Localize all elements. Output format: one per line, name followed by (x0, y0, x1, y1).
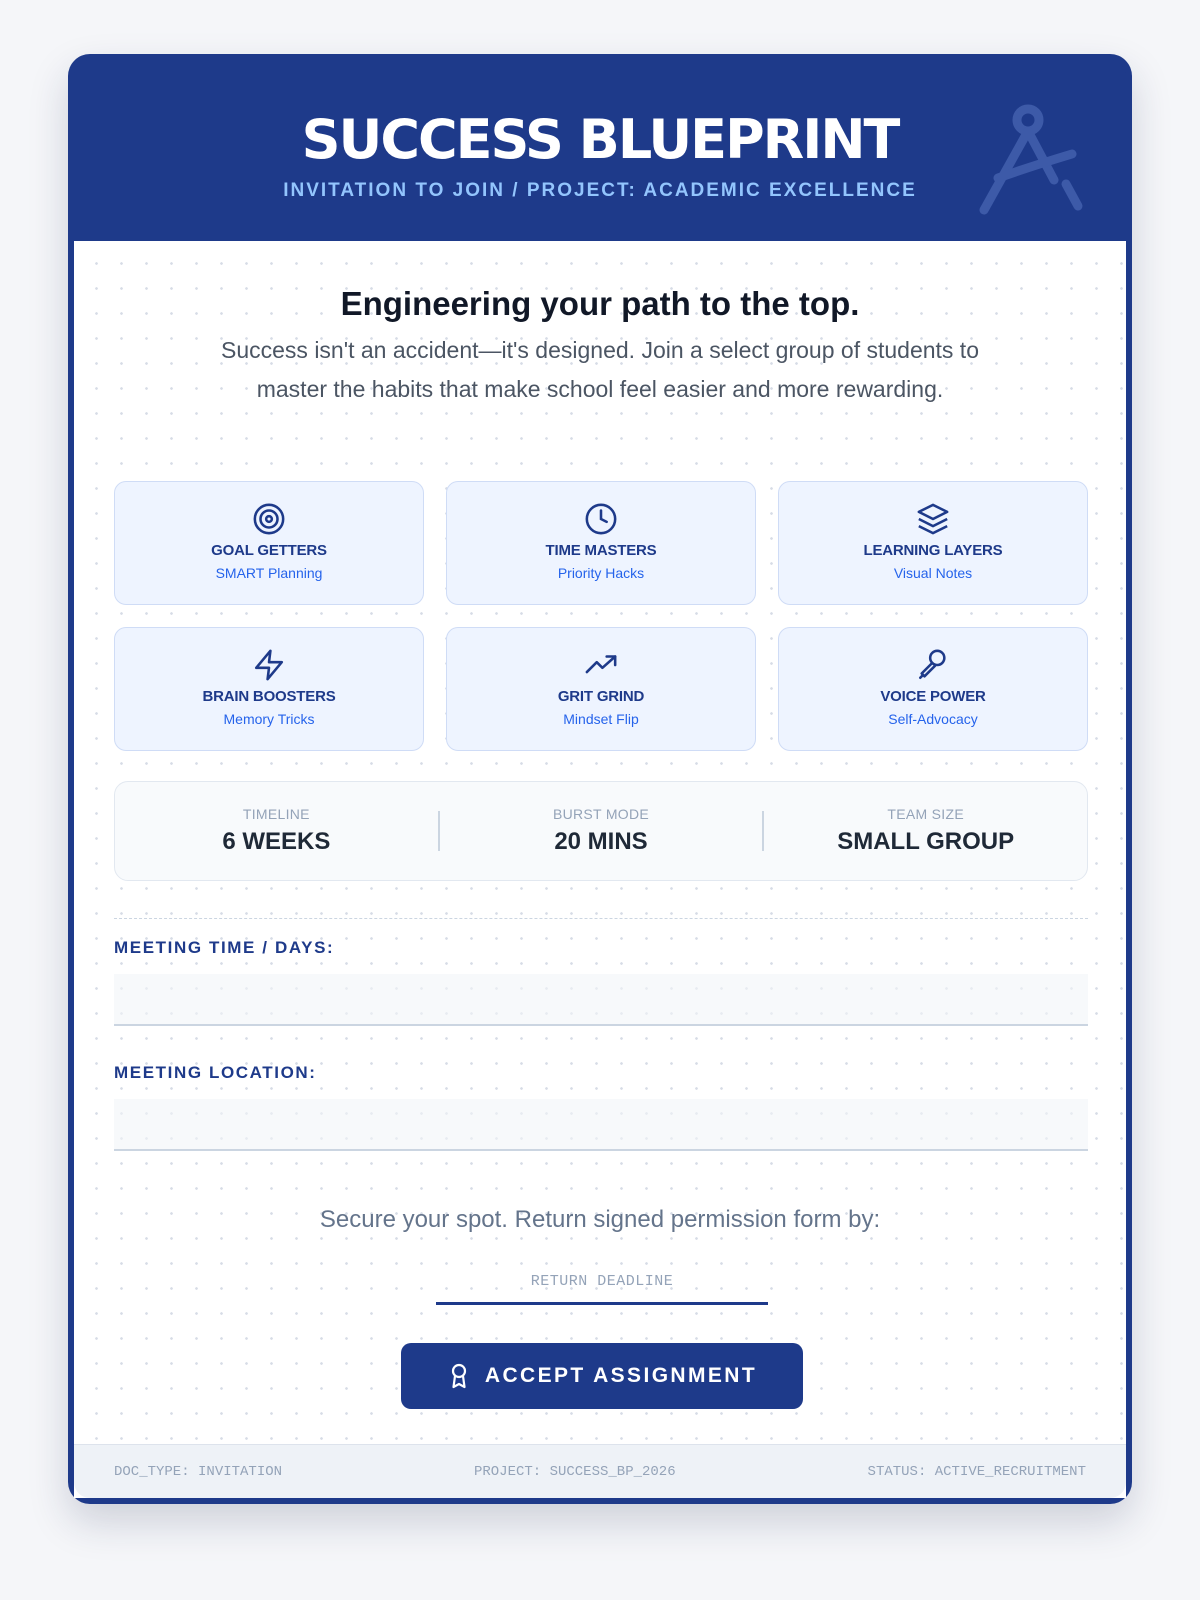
stat-team-size (764, 806, 1087, 856)
skill-card-goal-getters (114, 481, 424, 605)
accept-assignment-label: ACCEPT ASSIGNMENT (484, 1364, 758, 1387)
accept-assignment-button[interactable] (401, 1343, 803, 1409)
footer-project: PROJECT: SUCCESS_BP_2026 (473, 1463, 676, 1480)
skill-name: LEARNING LAYERS (863, 542, 1003, 559)
skill-subtitle: Priority Hacks (557, 565, 645, 581)
skill-name: GRIT GRIND (557, 688, 645, 705)
skill-name: VOICE POWER (880, 688, 986, 705)
compass-icon (970, 100, 1090, 220)
skill-name: TIME MASTERS (545, 542, 657, 559)
skill-subtitle: Self-Advocacy (888, 711, 978, 727)
lightning-icon (252, 648, 286, 682)
stat-label: TEAM SIZE (887, 806, 964, 822)
skill-card-voice-power (778, 627, 1088, 751)
footer-bar (74, 1444, 1126, 1498)
microphone-icon (916, 648, 950, 682)
page-subtitle: INVITATION TO JOIN / PROJECT: ACADEMIC EXCELLENCE (283, 180, 917, 201)
skill-name: GOAL GETTERS (211, 542, 327, 559)
skill-subtitle: Memory Tricks (223, 711, 315, 727)
invitation-card (68, 54, 1132, 1504)
intro-text: Success isn't an accident—it's designed. Join a select group of students to master the habits that make school feel easier and more rewarding. (221, 337, 979, 402)
skill-card-time-masters (446, 481, 756, 605)
trending-up-icon (584, 648, 618, 682)
meeting-time-label: MEETING TIME / DAYS: (114, 938, 335, 957)
footer-doc-type: DOC_TYPE: INVITATION (114, 1463, 283, 1480)
award-icon (447, 1363, 471, 1389)
skill-subtitle: Mindset Flip (563, 711, 639, 727)
intro-heading: Engineering your path to the top. (340, 285, 860, 322)
section-divider (114, 918, 1088, 919)
layers-icon (916, 502, 950, 536)
skill-card-grit-grind (446, 627, 756, 751)
footer-status: STATUS: ACTIVE_RECRUITMENT (867, 1463, 1086, 1480)
skill-card-learning-layers (778, 481, 1088, 605)
stat-timeline (115, 806, 438, 856)
header-banner (74, 60, 1126, 241)
skill-card-brain-boosters (114, 627, 424, 751)
meeting-location-input[interactable] (114, 1099, 1088, 1151)
skills-grid (114, 481, 1088, 751)
stat-label: BURST MODE (552, 806, 650, 822)
skill-subtitle: Visual Notes (893, 565, 973, 581)
meeting-time-input[interactable] (114, 974, 1088, 1026)
return-deadline-input[interactable] (436, 1261, 768, 1305)
stat-label: TIMELINE (242, 806, 310, 822)
invitation-body (74, 241, 1126, 1498)
stat-value: 20 MINS (554, 828, 648, 855)
target-icon (252, 502, 286, 536)
deadline-prompt: Secure your spot. Return signed permission form by: (319, 1206, 881, 1233)
stat-value: SMALL GROUP (837, 828, 1015, 855)
stat-burst-mode (440, 806, 763, 856)
meeting-location-label: MEETING LOCATION: (114, 1063, 317, 1082)
clock-icon (584, 502, 618, 536)
page-title: SUCCESS BLUEPRINT (301, 108, 899, 171)
stats-bar (114, 781, 1088, 881)
skill-subtitle: SMART Planning (215, 565, 323, 581)
stat-value: 6 WEEKS (222, 828, 331, 855)
skill-name: BRAIN BOOSTERS (202, 688, 336, 705)
